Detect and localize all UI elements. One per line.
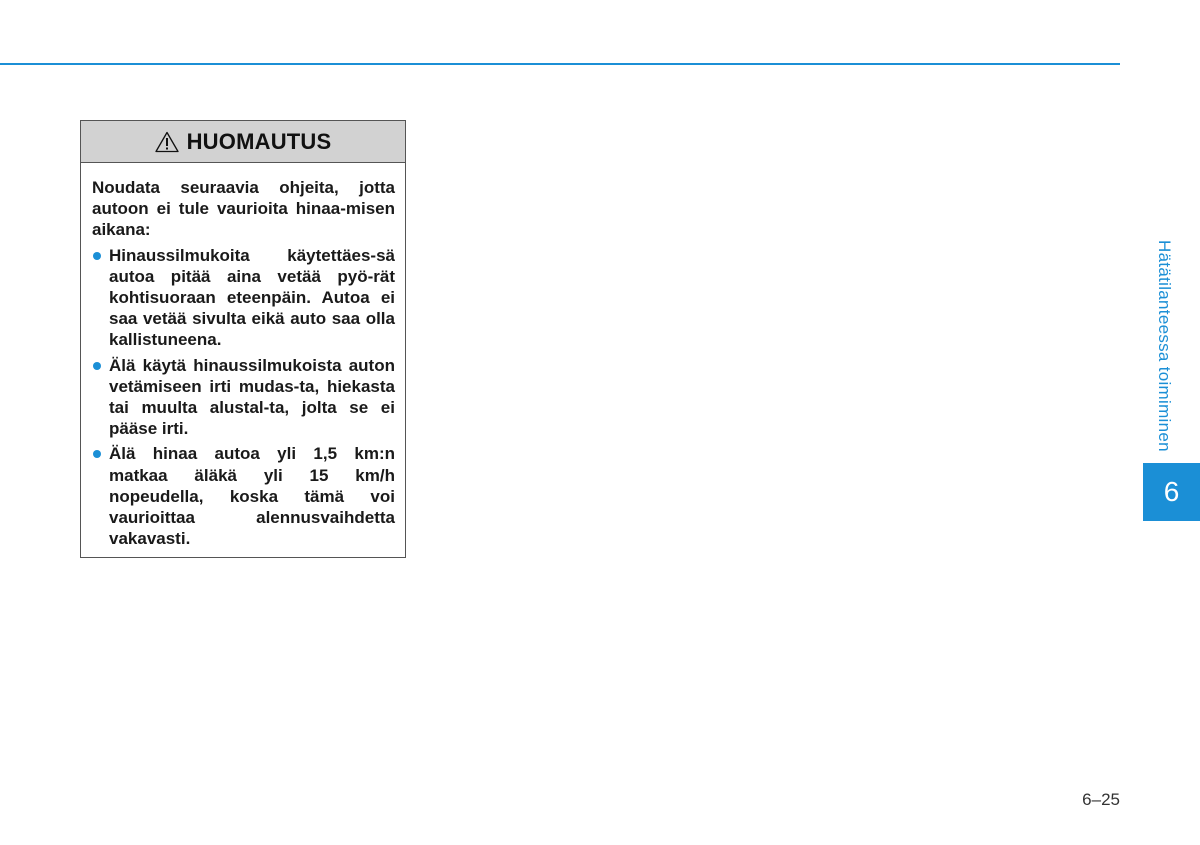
notice-title: HUOMAUTUS [186, 128, 332, 154]
list-item-text: Hinaussilmukoita käytettäes-sä autoa pitää aina vetää pyö-rät kohtisuoraan eteenpäin. Autoa ei saa vetää sivulta eikä auto saa olla kallistuneena. [109, 245, 395, 350]
notice-header [81, 121, 405, 163]
list-item [92, 355, 395, 440]
list-item [92, 245, 395, 351]
bullet-icon [93, 450, 101, 458]
top-rule [0, 63, 1120, 65]
list-item [92, 443, 395, 549]
chapter-side-label-text: Hätätilanteessa toimiminen [1155, 240, 1174, 452]
notice-intro: Noudata seuraavia ohjeita, jotta autoon ei tule vaurioita hinaa-misen aikana: [92, 178, 395, 240]
warning-triangle-icon [155, 131, 179, 153]
page-number: 6–25 [1082, 790, 1120, 809]
bullet-icon [93, 252, 101, 260]
notice-list [92, 245, 395, 550]
notice-box [80, 120, 406, 558]
list-item-text: Älä hinaa autoa yli 1,5 km:n matkaa äläkä yli 15 km/h nopeudella, koska tämä voi vaurioittaa alennusvaihdetta vakavasti. [109, 444, 395, 549]
chapter-side-label [1138, 235, 1190, 457]
chapter-number: 6 [1163, 476, 1180, 507]
notice-body [81, 163, 405, 549]
chapter-tab [1143, 463, 1200, 521]
list-item-text: Älä käytä hinaussilmukoista auton vetämiseen irti mudas-ta, hiekasta tai muulta alustal-ta, jolta se ei pääse irti. [109, 355, 395, 439]
bullet-icon [93, 362, 101, 370]
